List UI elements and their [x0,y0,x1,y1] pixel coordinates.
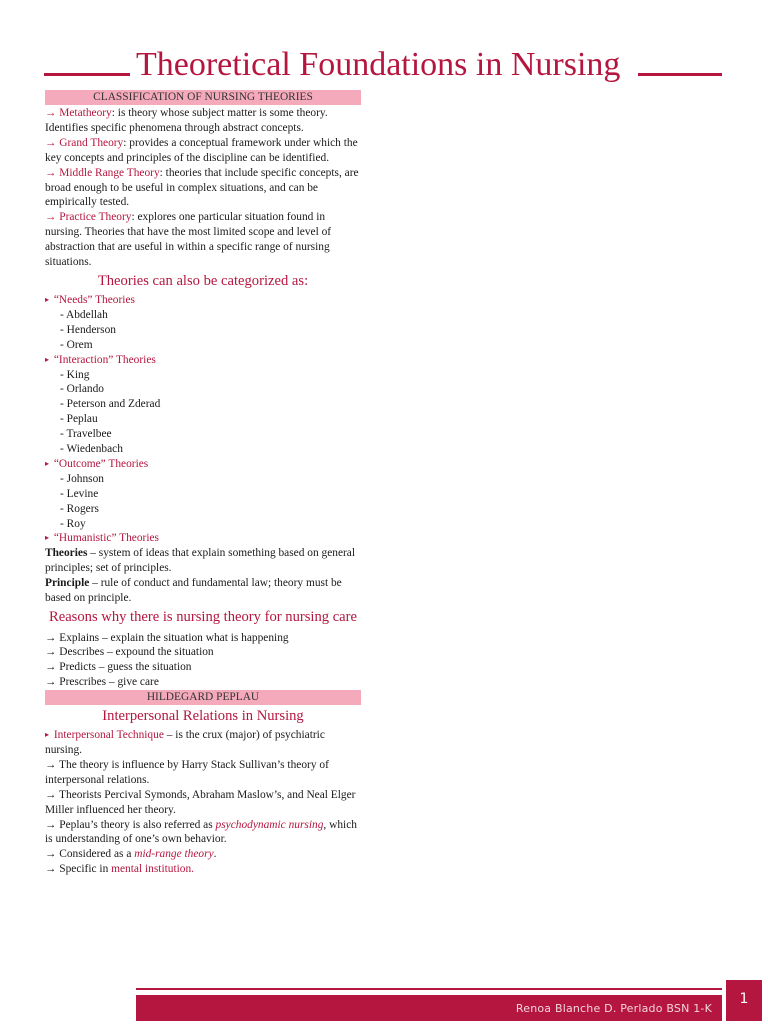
peplau-point: → Specific in mental institution. [45,863,195,876]
arrow-icon: → [45,107,57,119]
section-band-peplau: HILDEGARD PEPLAU [45,690,361,705]
triangle-bullet-icon: ▸ [45,730,50,740]
theorist-item: - Peterson and Zderad [60,398,161,411]
reasons-heading: Reasons why there is nursing theory for nursing care [48,609,357,625]
middle-range-item [45,166,361,211]
arrow-icon: → [45,818,57,831]
def-term: Principle [45,577,90,590]
arrow-icon: → [45,676,57,689]
group-label: “Outcome” Theories [53,457,149,470]
theorist-item: - Rogers [60,502,99,515]
arrow-icon: → [45,631,57,644]
group-outcome [45,457,361,472]
reason-item: → Explains – explain the situation what is happening [45,631,289,644]
practice-theory-item [45,210,361,270]
theorist-item: - Roy [60,517,86,530]
reason-item: → Prescribes – give care [45,676,159,689]
peplau-point: → The theory is influence by Harry Stack Sullivan’s theory of interpersonal relations. [45,758,329,786]
term-middle-range: Middle Range Theory [59,166,160,179]
arrow-icon: → [45,661,57,674]
arrow-icon: → [45,863,57,876]
reason-item: → Predicts – guess the situation [45,661,192,674]
theorist-item: - Wiedenbach [60,443,123,456]
section-band-classification: CLASSIFICATION OF NURSING THEORIES [45,90,361,105]
theorist-item: - Levine [60,487,99,500]
arrow-icon: → [45,758,57,771]
content-column [45,90,361,877]
theorist-item: - Travelbee [60,428,112,441]
footer-rule [136,988,722,990]
group-label: “Humanistic” Theories [53,532,159,545]
group-interaction [45,353,361,368]
title-rule-right [638,73,722,76]
term-metatheory: Metatheory [59,107,112,119]
theorist-item: - Johnson [60,472,104,485]
triangle-bullet-icon: ▸ [45,533,50,543]
term-technique: Interpersonal Technique [53,729,164,742]
def-metatheory: : is theory whose subject matter is some theory. Identifies specific phenomena through abstract concepts. [45,107,328,134]
triangle-bullet-icon: ▸ [45,458,50,468]
definition-principle: Principle – rule of conduct and fundamental law; theory must be based on principle. [45,577,342,605]
group-humanistic [45,531,361,546]
footer-author: Renoa Blanche D. Perlado BSN 1-K [515,1002,712,1015]
triangle-bullet-icon: ▸ [45,294,50,304]
categorized-heading: Theories can also be categorized as: [97,272,309,289]
group-needs [45,293,361,308]
arrow-icon: → [45,646,57,659]
arrow-icon: → [45,788,57,801]
peplau-point: → Peplau’s theory is also referred as psychodynamic nursing, which is understanding of one’s own behavior. [45,818,357,846]
definition-theories: Theories – system of ideas that explain something based on general principles; set of principles. [45,547,356,575]
emphasis-psychodynamic: psychodynamic nursing [215,818,324,831]
footer-bar [136,995,722,1021]
group-label: “Needs” Theories [53,293,135,306]
def-term: Theories [45,547,88,560]
metatheory-item [45,106,361,136]
arrow-icon: → [45,136,57,149]
arrow-icon: → [45,166,57,179]
group-label: “Interaction” Theories [53,353,156,366]
peplau-heading: Interpersonal Relations in Nursing [102,708,304,725]
theorist-item: - Abdellah [60,308,108,321]
reason-item: → Describes – expound the situation [45,646,214,659]
def-middle-range: : theories that include specific concepts, are broad enough to be useful in complex situations, and can be empirically tested. [45,166,359,209]
theorist-item: - King [60,368,90,381]
emphasis-mental-institution: mental institution. [111,863,195,876]
arrow-icon: → [45,211,57,224]
arrow-icon: → [45,848,57,861]
theorist-item: - Peplau [60,413,98,426]
peplau-point: → Considered as a mid-range theory. [45,848,217,861]
theorist-item: - Orem [60,338,93,351]
theorist-item: - Orlando [60,383,104,396]
triangle-bullet-icon: ▸ [45,354,50,364]
title-rule-left [44,73,130,76]
term-practice-theory: Practice Theory [59,211,132,224]
technique-item: ▸ Interpersonal Technique – is the crux (major) of psychiatric nursing. [45,729,325,757]
theorist-item: - Henderson [60,323,117,336]
grand-theory-item [45,136,361,166]
page-title: Theoretical Foundations in Nursing [136,46,621,83]
peplau-point: → Theorists Percival Symonds, Abraham Maslow’s, and Neal Elger Miller influenced her theory. [45,788,356,816]
emphasis-mid-range: mid-range theory [134,848,214,861]
page-number: 1 [726,980,762,1021]
def-practice-theory: : explores one particular situation found in nursing. Theories that have the most limited scope and level of abstraction that are useful in within a specific range of nursing situations. [45,211,332,269]
def-grand-theory: : provides a conceptual framework under which the key concepts and principles of the discipline can be identified. [45,136,358,164]
term-grand-theory: Grand Theory [59,136,124,149]
